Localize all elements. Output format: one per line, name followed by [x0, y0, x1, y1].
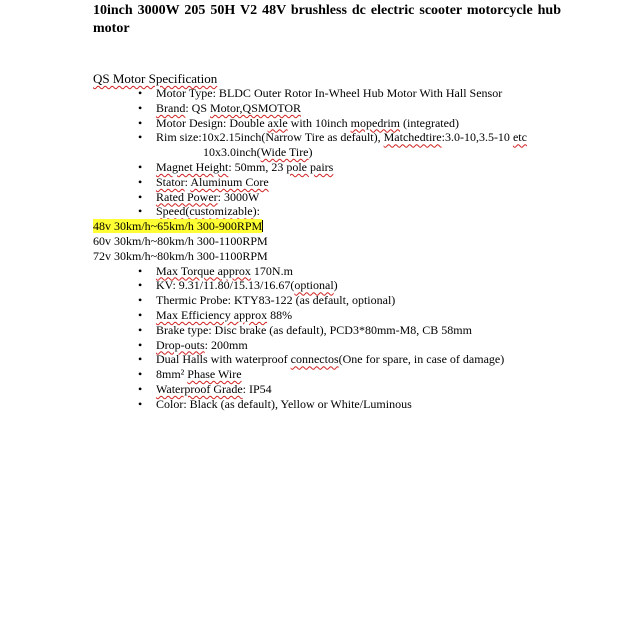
spec-text: Rim size:10x2.15inch(Narrow Tire as default), [156, 130, 384, 145]
spec-text: : [256, 204, 260, 219]
spec-text: ) [308, 145, 313, 160]
spec-text: Brake type: Disc brake (as default), PCD3*80mm-M8, CB 58mm [156, 322, 472, 337]
spellcheck-flagged-text: Drop-outs [156, 337, 205, 352]
spellcheck-flagged-text: Speed(customizable) [156, 204, 257, 219]
spellcheck-flagged-text: etc [512, 130, 527, 145]
spec-text: 170N.m [250, 263, 293, 278]
spec-text: 8mm² [156, 367, 188, 382]
spellcheck-flagged-text: Matchedtire [383, 130, 442, 145]
spellcheck-flagged-text: pole pairs [286, 159, 334, 174]
spec-text: : IP54 [242, 381, 272, 396]
spec-text: Thermic Probe: KTY83-122 (as default, optional) [156, 293, 396, 308]
spellcheck-flagged-text: Max Efficiency approx [156, 307, 268, 322]
spec-text: : QS [185, 100, 211, 115]
spec-item [93, 160, 593, 175]
spec-text: (integrated) [399, 115, 459, 130]
spec-item [93, 204, 593, 219]
spec-item [93, 293, 593, 308]
spec-item [93, 278, 593, 293]
spec-text: 10x3.0inch( [203, 145, 261, 160]
spec-item [93, 323, 593, 338]
spellcheck-flagged-text: Rated Power [156, 189, 218, 204]
spellcheck-flagged-text: Phase Wire [187, 367, 242, 382]
section-heading [93, 71, 217, 87]
spec-text: ) [333, 278, 338, 293]
document-title: 10inch 3000W 205 50H V2 48V brushless dc electric scooter motorcycle hub motor [93, 3, 561, 36]
spellcheck-flagged-text: optional [294, 278, 334, 293]
spellcheck-flagged-text: Brand [156, 100, 186, 115]
spec-text: : 3000W [217, 189, 260, 204]
spec-text: KV: 9.31/11.80/15.13/16.67( [156, 278, 295, 293]
spec-text: (One for spare, in case of damage) [338, 352, 505, 367]
spec-item [93, 382, 593, 397]
spec-item [93, 175, 593, 190]
spec-text: 60v 30km/h~80km/h 300-1100RPM [93, 233, 268, 248]
spellcheck-flagged-text: axle [267, 115, 288, 130]
spellcheck-flagged-text: connectos [290, 352, 339, 367]
speed-line [93, 234, 593, 249]
spec-item [93, 338, 593, 353]
spec-list [93, 86, 593, 412]
spec-item [93, 367, 593, 382]
spec-text: Motor Design: Double [156, 115, 268, 130]
spellcheck-flagged-text: Aluminum Core [190, 174, 269, 189]
spec-text: Motor Type: BLDC Outer Rotor In-Wheel Hub Motor With Hall Sensor [156, 86, 503, 100]
spec-item [93, 190, 593, 205]
spec-item [93, 86, 593, 101]
spellcheck-flagged-text: mopedrim [350, 115, 400, 130]
spec-item [93, 264, 593, 279]
spec-text: : 50mm, 23 [228, 159, 287, 174]
speed-line [93, 219, 593, 234]
spec-text: 72v 30km/h~80km/h 300-1100RPM [93, 248, 268, 263]
spec-text: Color: Black (as default), Yellow or White/Luminous [156, 396, 412, 411]
spellcheck-flagged-text: Max Torque approx [156, 263, 251, 278]
spec-item [93, 101, 593, 116]
spec-item [93, 116, 593, 131]
highlighted-text: 48v 30km/h~65km/h 300-900RPM [93, 219, 263, 234]
spec-item-continuation [93, 145, 593, 160]
spellcheck-flagged-text: Motor,QSMOTOR [210, 100, 301, 115]
text-cursor [262, 220, 263, 232]
spellcheck-flagged-text: Waterproof Grade [156, 381, 243, 396]
spellcheck-flagged-text: Magnet Height [156, 159, 229, 174]
spec-text: with 10inch [287, 115, 351, 130]
spec-text: :3.0-10,3.5-10 [441, 130, 513, 145]
spec-text: : [184, 174, 191, 189]
spellcheck-flagged-text: Stator [156, 174, 185, 189]
spec-text: Dual Halls with waterproof [156, 352, 291, 367]
spec-text: 88% [267, 307, 293, 322]
spec-item [93, 130, 593, 145]
spec-text: : 200mm [204, 337, 248, 352]
spec-item [93, 397, 593, 412]
speed-line [93, 249, 593, 264]
spec-item [93, 308, 593, 323]
spec-item [93, 352, 593, 367]
section-heading-text: QS Motor Specification [93, 71, 218, 86]
spellcheck-flagged-text: Wide Tire [260, 145, 309, 160]
